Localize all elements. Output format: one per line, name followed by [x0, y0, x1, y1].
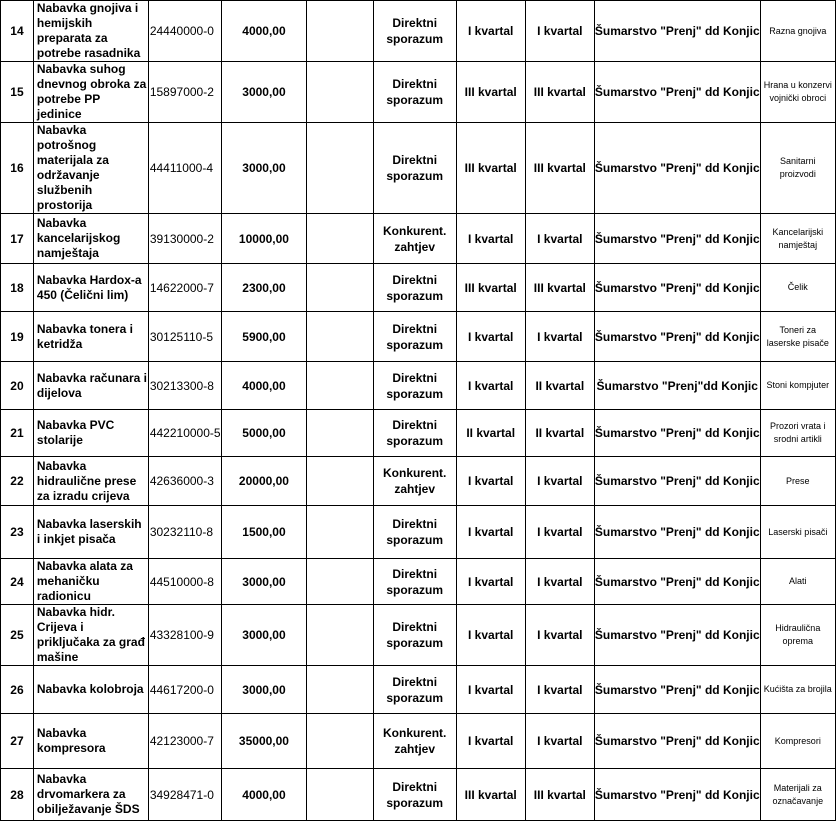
procedure-type: Direktni sporazum: [373, 769, 456, 821]
contracting-authority: Šumarstvo "Prenj" dd Konjic: [594, 214, 760, 264]
contracting-authority: Šumarstvo "Prenj" dd Konjic: [594, 123, 760, 214]
estimated-value: 4000,00: [221, 362, 307, 410]
empty-cell: [307, 559, 373, 605]
procedure-type: Direktni sporazum: [373, 123, 456, 214]
table-row: [1, 123, 836, 214]
procedure-type: Direktni sporazum: [373, 605, 456, 666]
procedure-type: Direktni sporazum: [373, 312, 456, 362]
start-quarter: III kvartal: [456, 123, 525, 214]
cpv-code: 24440000-0: [148, 1, 221, 62]
row-number: 26: [1, 666, 34, 714]
table-row: [1, 62, 836, 123]
estimated-value: 1500,00: [221, 506, 307, 559]
empty-cell: [307, 714, 373, 769]
cpv-code: 43328100-9: [148, 605, 221, 666]
start-quarter: I kvartal: [456, 506, 525, 559]
end-quarter: III kvartal: [525, 769, 594, 821]
end-quarter: I kvartal: [525, 457, 594, 506]
cpv-code: 42636000-3: [148, 457, 221, 506]
end-quarter: I kvartal: [525, 506, 594, 559]
category-name: Materijali za označavanje: [760, 769, 835, 821]
empty-cell: [307, 264, 373, 312]
item-description: Nabavka gnojiva i hemijskih preparata za potrebe rasadnika: [33, 1, 148, 62]
estimated-value: 3000,00: [221, 62, 307, 123]
procedure-type: Direktni sporazum: [373, 1, 456, 62]
estimated-value: 35000,00: [221, 714, 307, 769]
table-row: [1, 714, 836, 769]
item-description: Nabavka Hardox-a 450 (Čelični lim): [33, 264, 148, 312]
item-description: Nabavka tonera i ketridža: [33, 312, 148, 362]
contracting-authority: Šumarstvo "Prenj" dd Konjic: [594, 666, 760, 714]
category-name: Razna gnojiva: [760, 1, 835, 62]
row-number: 21: [1, 410, 34, 457]
category-name: Laserski pisači: [760, 506, 835, 559]
estimated-value: 3000,00: [221, 666, 307, 714]
start-quarter: III kvartal: [456, 62, 525, 123]
item-description: Nabavka potrošnog materijala za održavanje službenih prostorija: [33, 123, 148, 214]
item-description: Nabavka računara i dijelova: [33, 362, 148, 410]
category-name: Kompresori: [760, 714, 835, 769]
procedure-type: Direktni sporazum: [373, 666, 456, 714]
item-description: Nabavka kancelarijskog namještaja: [33, 214, 148, 264]
procedure-type: Direktni sporazum: [373, 264, 456, 312]
estimated-value: 3000,00: [221, 605, 307, 666]
row-number: 20: [1, 362, 34, 410]
table-row: [1, 769, 836, 821]
category-name: Stoni kompjuter: [760, 362, 835, 410]
category-name: Toneri za laserske pisače: [760, 312, 835, 362]
end-quarter: II kvartal: [525, 362, 594, 410]
procedure-type: Konkurent. zahtjev: [373, 214, 456, 264]
table-row: [1, 312, 836, 362]
item-description: Nabavka suhog dnevnog obroka za potrebe PP jedinice: [33, 62, 148, 123]
row-number: 28: [1, 769, 34, 821]
contracting-authority: Šumarstvo "Prenj"dd Konjic: [594, 362, 760, 410]
table-row: [1, 410, 836, 457]
end-quarter: III kvartal: [525, 62, 594, 123]
end-quarter: I kvartal: [525, 559, 594, 605]
category-name: Hidraulična oprema: [760, 605, 835, 666]
start-quarter: I kvartal: [456, 457, 525, 506]
contracting-authority: Šumarstvo "Prenj" dd Konjic: [594, 506, 760, 559]
start-quarter: I kvartal: [456, 605, 525, 666]
empty-cell: [307, 312, 373, 362]
item-description: Nabavka drvomarkera za obilježavanje ŠDS: [33, 769, 148, 821]
estimated-value: 3000,00: [221, 123, 307, 214]
table-row: [1, 362, 836, 410]
start-quarter: I kvartal: [456, 714, 525, 769]
table-row: [1, 666, 836, 714]
empty-cell: [307, 410, 373, 457]
contracting-authority: Šumarstvo "Prenj" dd Konjic: [594, 312, 760, 362]
procedure-type: Direktni sporazum: [373, 506, 456, 559]
procedure-type: Direktni sporazum: [373, 559, 456, 605]
empty-cell: [307, 1, 373, 62]
end-quarter: II kvartal: [525, 410, 594, 457]
estimated-value: 2300,00: [221, 264, 307, 312]
table-row: [1, 605, 836, 666]
contracting-authority: Šumarstvo "Prenj" dd Konjic: [594, 62, 760, 123]
contracting-authority: Šumarstvo "Prenj" dd Konjic: [594, 410, 760, 457]
start-quarter: I kvartal: [456, 214, 525, 264]
table-row: [1, 559, 836, 605]
row-number: 24: [1, 559, 34, 605]
contracting-authority: Šumarstvo "Prenj" dd Konjic: [594, 1, 760, 62]
row-number: 18: [1, 264, 34, 312]
procedure-type: Direktni sporazum: [373, 62, 456, 123]
empty-cell: [307, 123, 373, 214]
item-description: Nabavka PVC stolarije: [33, 410, 148, 457]
row-number: 14: [1, 1, 34, 62]
item-description: Nabavka alata za mehaničku radionicu: [33, 559, 148, 605]
contracting-authority: Šumarstvo "Prenj" dd Konjic: [594, 769, 760, 821]
category-name: Hrana u konzervi vojnički obroci: [760, 62, 835, 123]
estimated-value: 20000,00: [221, 457, 307, 506]
item-description: Nabavka hidr. Crijeva i priključaka za građ mašine: [33, 605, 148, 666]
cpv-code: 34928471-0: [148, 769, 221, 821]
row-number: 15: [1, 62, 34, 123]
end-quarter: III kvartal: [525, 123, 594, 214]
end-quarter: I kvartal: [525, 1, 594, 62]
estimated-value: 4000,00: [221, 769, 307, 821]
cpv-code: 44510000-8: [148, 559, 221, 605]
item-description: Nabavka kompresora: [33, 714, 148, 769]
empty-cell: [307, 605, 373, 666]
estimated-value: 5900,00: [221, 312, 307, 362]
category-name: Kancelarijski namještaj: [760, 214, 835, 264]
estimated-value: 3000,00: [221, 559, 307, 605]
category-name: Prese: [760, 457, 835, 506]
table-row: [1, 214, 836, 264]
item-description: Nabavka kolobroja: [33, 666, 148, 714]
cpv-code: 44617200-0: [148, 666, 221, 714]
cpv-code: 14622000-7: [148, 264, 221, 312]
cpv-code: 39130000-2: [148, 214, 221, 264]
table-row: [1, 506, 836, 559]
start-quarter: I kvartal: [456, 312, 525, 362]
cpv-code: 44411000-4: [148, 123, 221, 214]
end-quarter: I kvartal: [525, 312, 594, 362]
category-name: Alati: [760, 559, 835, 605]
empty-cell: [307, 62, 373, 123]
table-row: [1, 1, 836, 62]
row-number: 23: [1, 506, 34, 559]
end-quarter: I kvartal: [525, 666, 594, 714]
empty-cell: [307, 769, 373, 821]
procedure-type: Direktni sporazum: [373, 410, 456, 457]
estimated-value: 5000,00: [221, 410, 307, 457]
start-quarter: I kvartal: [456, 1, 525, 62]
table-row: [1, 264, 836, 312]
row-number: 27: [1, 714, 34, 769]
end-quarter: I kvartal: [525, 714, 594, 769]
contracting-authority: Šumarstvo "Prenj" dd Konjic: [594, 264, 760, 312]
cpv-code: 30213300-8: [148, 362, 221, 410]
start-quarter: III kvartal: [456, 769, 525, 821]
end-quarter: III kvartal: [525, 264, 594, 312]
procedure-type: Konkurent. zahtjev: [373, 457, 456, 506]
contracting-authority: Šumarstvo "Prenj" dd Konjic: [594, 457, 760, 506]
cpv-code: 30125110-5: [148, 312, 221, 362]
cpv-code: 15897000-2: [148, 62, 221, 123]
row-number: 25: [1, 605, 34, 666]
row-number: 17: [1, 214, 34, 264]
cpv-code: 42123000-7: [148, 714, 221, 769]
contracting-authority: Šumarstvo "Prenj" dd Konjic: [594, 559, 760, 605]
start-quarter: I kvartal: [456, 559, 525, 605]
start-quarter: II kvartal: [456, 410, 525, 457]
item-description: Nabavka laserskih i inkjet pisača: [33, 506, 148, 559]
category-name: Sanitarni proizvodi: [760, 123, 835, 214]
category-name: Kućišta za brojila: [760, 666, 835, 714]
row-number: 22: [1, 457, 34, 506]
row-number: 16: [1, 123, 34, 214]
empty-cell: [307, 214, 373, 264]
contracting-authority: Šumarstvo "Prenj" dd Konjic: [594, 714, 760, 769]
procedure-type: Konkurent. zahtjev: [373, 714, 456, 769]
table-row: [1, 457, 836, 506]
estimated-value: 10000,00: [221, 214, 307, 264]
empty-cell: [307, 666, 373, 714]
contracting-authority: Šumarstvo "Prenj" dd Konjic: [594, 605, 760, 666]
start-quarter: I kvartal: [456, 666, 525, 714]
empty-cell: [307, 362, 373, 410]
cpv-code: 442210000-5: [148, 410, 221, 457]
category-name: Prozori vrata i srodni artikli: [760, 410, 835, 457]
estimated-value: 4000,00: [221, 1, 307, 62]
cpv-code: 30232110-8: [148, 506, 221, 559]
end-quarter: I kvartal: [525, 605, 594, 666]
start-quarter: I kvartal: [456, 362, 525, 410]
item-description: Nabavka hidraulične prese za izradu crijeva: [33, 457, 148, 506]
category-name: Čelik: [760, 264, 835, 312]
start-quarter: III kvartal: [456, 264, 525, 312]
empty-cell: [307, 457, 373, 506]
row-number: 19: [1, 312, 34, 362]
procedure-type: Direktni sporazum: [373, 362, 456, 410]
end-quarter: I kvartal: [525, 214, 594, 264]
empty-cell: [307, 506, 373, 559]
